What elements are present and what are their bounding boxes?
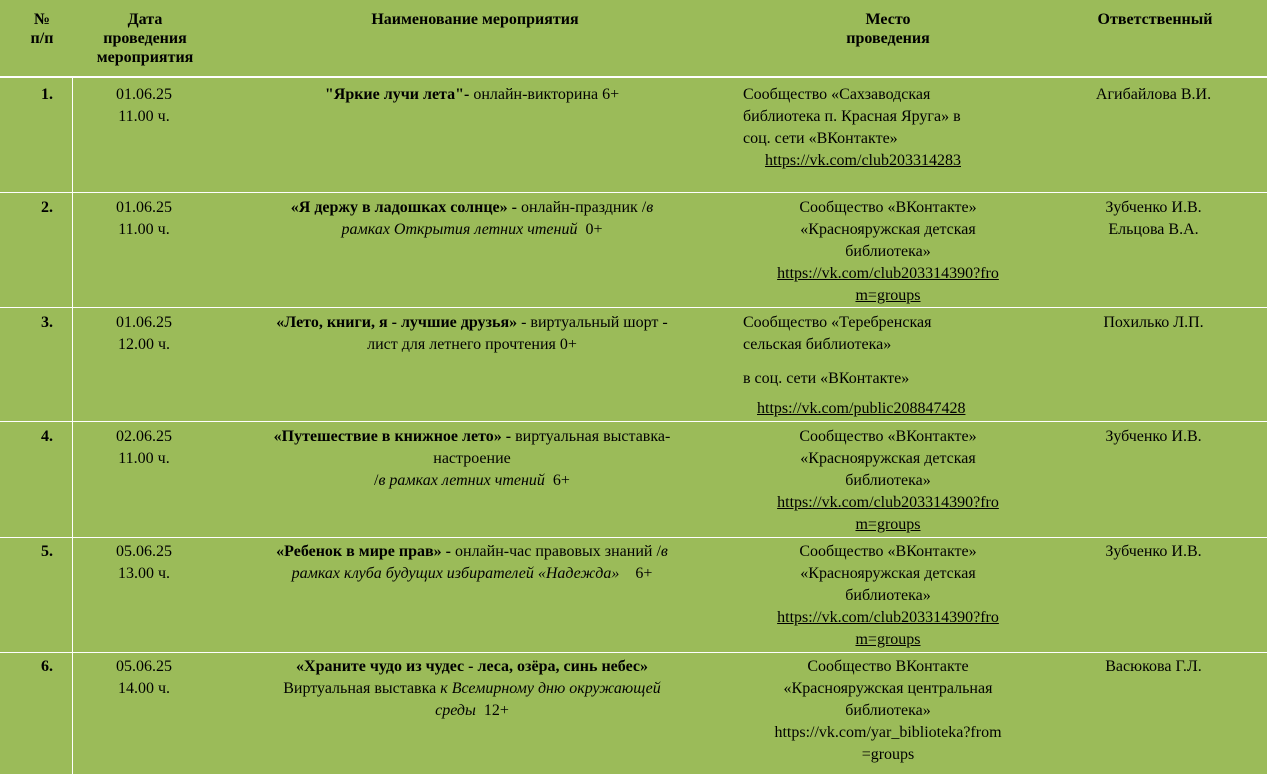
row-4-title-bold: «Путешествие в книжное лето» - <box>273 428 512 445</box>
row-1-date <box>74 84 214 128</box>
row-3-title-rest: - виртуальный шорт - <box>517 314 668 331</box>
row-5-place-line3: библиотека» <box>845 587 931 604</box>
row-1-title-bold: "Яркие лучи лета"- <box>324 86 470 103</box>
row-5-date <box>74 541 214 585</box>
row-2-title-italic-b: рамках Открытия летних чтений <box>341 221 578 238</box>
row-6-title-age: 12+ <box>475 702 509 719</box>
row-6-title-italic-b: среды <box>435 702 476 719</box>
row-1-place-line2: библиотека п. Красная Яруга» в <box>743 108 961 125</box>
row-5-title-age: 6+ <box>619 565 653 582</box>
row-6-place-line2: «Краснояружская центральная <box>783 680 993 697</box>
row-1-responsible-1: Агибайлова В.И. <box>1095 86 1212 103</box>
row-4-place-link-b[interactable]: m=groups <box>855 516 921 533</box>
row-1-num: 1. <box>41 86 53 103</box>
row-2-responsible <box>1040 197 1267 241</box>
row-3-time-value: 12.00 ч. <box>117 336 171 353</box>
row-5-responsible <box>1040 541 1267 563</box>
row-4-title-age: 6+ <box>544 472 570 489</box>
row-rule-1 <box>0 192 1267 193</box>
row-6-place-line4: https://vk.com/yar_biblioteka?from <box>774 724 1002 741</box>
row-2-place-link-b[interactable]: m=groups <box>855 287 921 304</box>
row-2-responsible-1: Зубченко И.В. <box>1105 199 1202 216</box>
row-5-date-value: 05.06.25 <box>116 543 172 560</box>
row-5-title-rest: онлайн-час правовых знаний / <box>451 543 661 560</box>
column-rule <box>72 78 73 774</box>
row-6-place <box>738 656 1038 766</box>
row-3-date <box>74 312 214 356</box>
row-3-place-extra: в соц. сети «ВКонтакте» <box>743 370 910 387</box>
row-3-place-line1: Сообщество «Теребренская <box>743 314 932 331</box>
row-5-responsible-1: Зубченко И.В. <box>1105 543 1202 560</box>
row-1-date-value: 01.06.25 <box>116 86 172 103</box>
row-2-title-rest: онлайн-праздник / <box>516 199 647 216</box>
row-2-title-italic-a: в <box>646 199 654 216</box>
row-5-place <box>738 541 1038 651</box>
row-2-date <box>74 197 214 241</box>
row-rule-4 <box>0 537 1267 538</box>
row-1-responsible <box>1040 84 1267 106</box>
row-2-title <box>222 197 722 241</box>
row-4-title-line2: настроение <box>433 450 511 467</box>
header-place-line1: Место <box>865 11 911 28</box>
row-2-num: 2. <box>41 199 53 216</box>
header-place <box>788 10 988 48</box>
row-5-place-line1: Сообщество «ВКонтакте» <box>799 543 977 560</box>
row-6-place-line5: =groups <box>861 746 915 763</box>
row-6-num: 6. <box>41 658 53 675</box>
row-5-title-italic-b: рамках клуба будущих избирателей «Надежда» <box>291 565 620 582</box>
row-5-place-link-b[interactable]: m=groups <box>855 631 921 648</box>
row-rule-2 <box>0 307 1267 308</box>
row-2-responsible-2: Ельцова В.А. <box>1108 221 1199 238</box>
row-2-title-age: 0+ <box>577 221 603 238</box>
row-4-responsible <box>1040 426 1267 448</box>
header-date-line2: проведения <box>103 30 187 47</box>
row-6-responsible <box>1040 656 1267 678</box>
row-4-title-prefix: / <box>374 472 379 489</box>
row-2-place-line1: Сообщество «ВКонтакте» <box>799 199 977 216</box>
row-4-place-line1: Сообщество «ВКонтакте» <box>799 428 977 445</box>
row-3-num: 3. <box>41 314 53 331</box>
row-4-place <box>738 426 1038 536</box>
header-responsible: Ответственный <box>1097 11 1213 28</box>
row-6-title <box>222 656 722 722</box>
row-5-title <box>222 541 722 585</box>
row-2-time-value: 11.00 ч. <box>118 221 170 238</box>
row-5-num: 5. <box>41 543 53 560</box>
header-rule <box>0 76 1267 78</box>
row-rule-3 <box>0 421 1267 422</box>
row-4-place-link-a[interactable]: https://vk.com/club203314390?fro <box>777 494 999 511</box>
row-6-title-bold: «Храните чудо из чудес - леса, озёра, синь небес» <box>296 658 648 675</box>
row-5-time-value: 13.00 ч. <box>117 565 171 582</box>
row-1-title <box>222 84 722 106</box>
row-2-place-link-a[interactable]: https://vk.com/club203314390?fro <box>777 265 999 282</box>
row-4-place-line2: «Краснояружская детская <box>800 450 976 467</box>
row-5-place-link-a[interactable]: https://vk.com/club203314390?fro <box>777 609 999 626</box>
row-4-date-value: 02.06.25 <box>116 428 172 445</box>
row-2-place-line3: библиотека» <box>845 243 931 260</box>
row-4-num: 4. <box>41 428 53 445</box>
row-4-time-value: 11.00 ч. <box>118 450 170 467</box>
row-6-place-line1: Сообщество ВКонтакте <box>807 658 969 675</box>
row-3-place-line2: сельская библиотека» <box>743 336 892 353</box>
row-3-title <box>222 312 722 356</box>
row-1-place <box>743 84 1043 172</box>
row-4-place-line3: библиотека» <box>845 472 931 489</box>
row-6-time-value: 14.00 ч. <box>117 680 171 697</box>
row-5-title-bold: «Ребенок в мире прав» - <box>276 543 451 560</box>
row-1-place-link[interactable]: https://vk.com/club203314283 <box>765 152 961 169</box>
row-3-title-line2: лист для летнего прочтения 0+ <box>367 336 577 353</box>
header-name: Наименование мероприятия <box>371 11 579 28</box>
header-num <box>22 10 62 48</box>
row-3-place-link[interactable]: https://vk.com/public208847428 <box>757 400 966 417</box>
row-1-place-line3: соц. сети «ВКонтакте» <box>743 130 898 147</box>
row-6-place-line3: библиотека» <box>845 702 931 719</box>
row-4-responsible-1: Зубченко И.В. <box>1105 428 1202 445</box>
row-1-time-value: 11.00 ч. <box>118 108 170 125</box>
row-1-place-line1: Сообщество «Сахзаводская <box>743 86 931 103</box>
row-4-title-rest: виртуальная выставка- <box>511 428 671 445</box>
row-6-date <box>74 656 214 700</box>
header-num-line2: п/п <box>30 30 54 47</box>
row-6-date-value: 05.06.25 <box>116 658 172 675</box>
header-place-line2: проведения <box>846 30 930 47</box>
row-5-place-line2: «Краснояружская детская <box>800 565 976 582</box>
row-1-title-rest: онлайн-викторина 6+ <box>469 86 620 103</box>
row-3-responsible <box>1040 312 1267 334</box>
header-date <box>80 10 210 67</box>
row-6-responsible-1: Васюкова Г.Л. <box>1105 658 1202 675</box>
row-2-place-line2: «Краснояружская детская <box>800 221 976 238</box>
row-3-title-bold: «Лето, книги, я - лучшие друзья» <box>276 314 518 331</box>
row-5-title-italic-a: в <box>660 543 668 560</box>
row-6-title-italic-a: к Всемирному дню окружающей <box>440 680 661 697</box>
row-rule-5 <box>0 652 1267 653</box>
row-4-title-italic: в рамках летних чтений <box>378 472 545 489</box>
row-3-place <box>743 312 1043 420</box>
row-4-date <box>74 426 214 470</box>
row-6-title-plain: Виртуальная выставка <box>283 680 441 697</box>
row-2-date-value: 01.06.25 <box>116 199 172 216</box>
row-4-title <box>222 426 722 492</box>
row-2-title-bold: «Я держу в ладошках солнце» - <box>290 199 517 216</box>
header-num-line1: № <box>33 11 51 28</box>
header-date-line1: Дата <box>127 11 163 28</box>
header-date-line3: мероприятия <box>96 49 194 66</box>
row-2-place <box>738 197 1038 307</box>
row-3-date-value: 01.06.25 <box>116 314 172 331</box>
row-3-responsible-1: Похилько Л.П. <box>1103 314 1204 331</box>
